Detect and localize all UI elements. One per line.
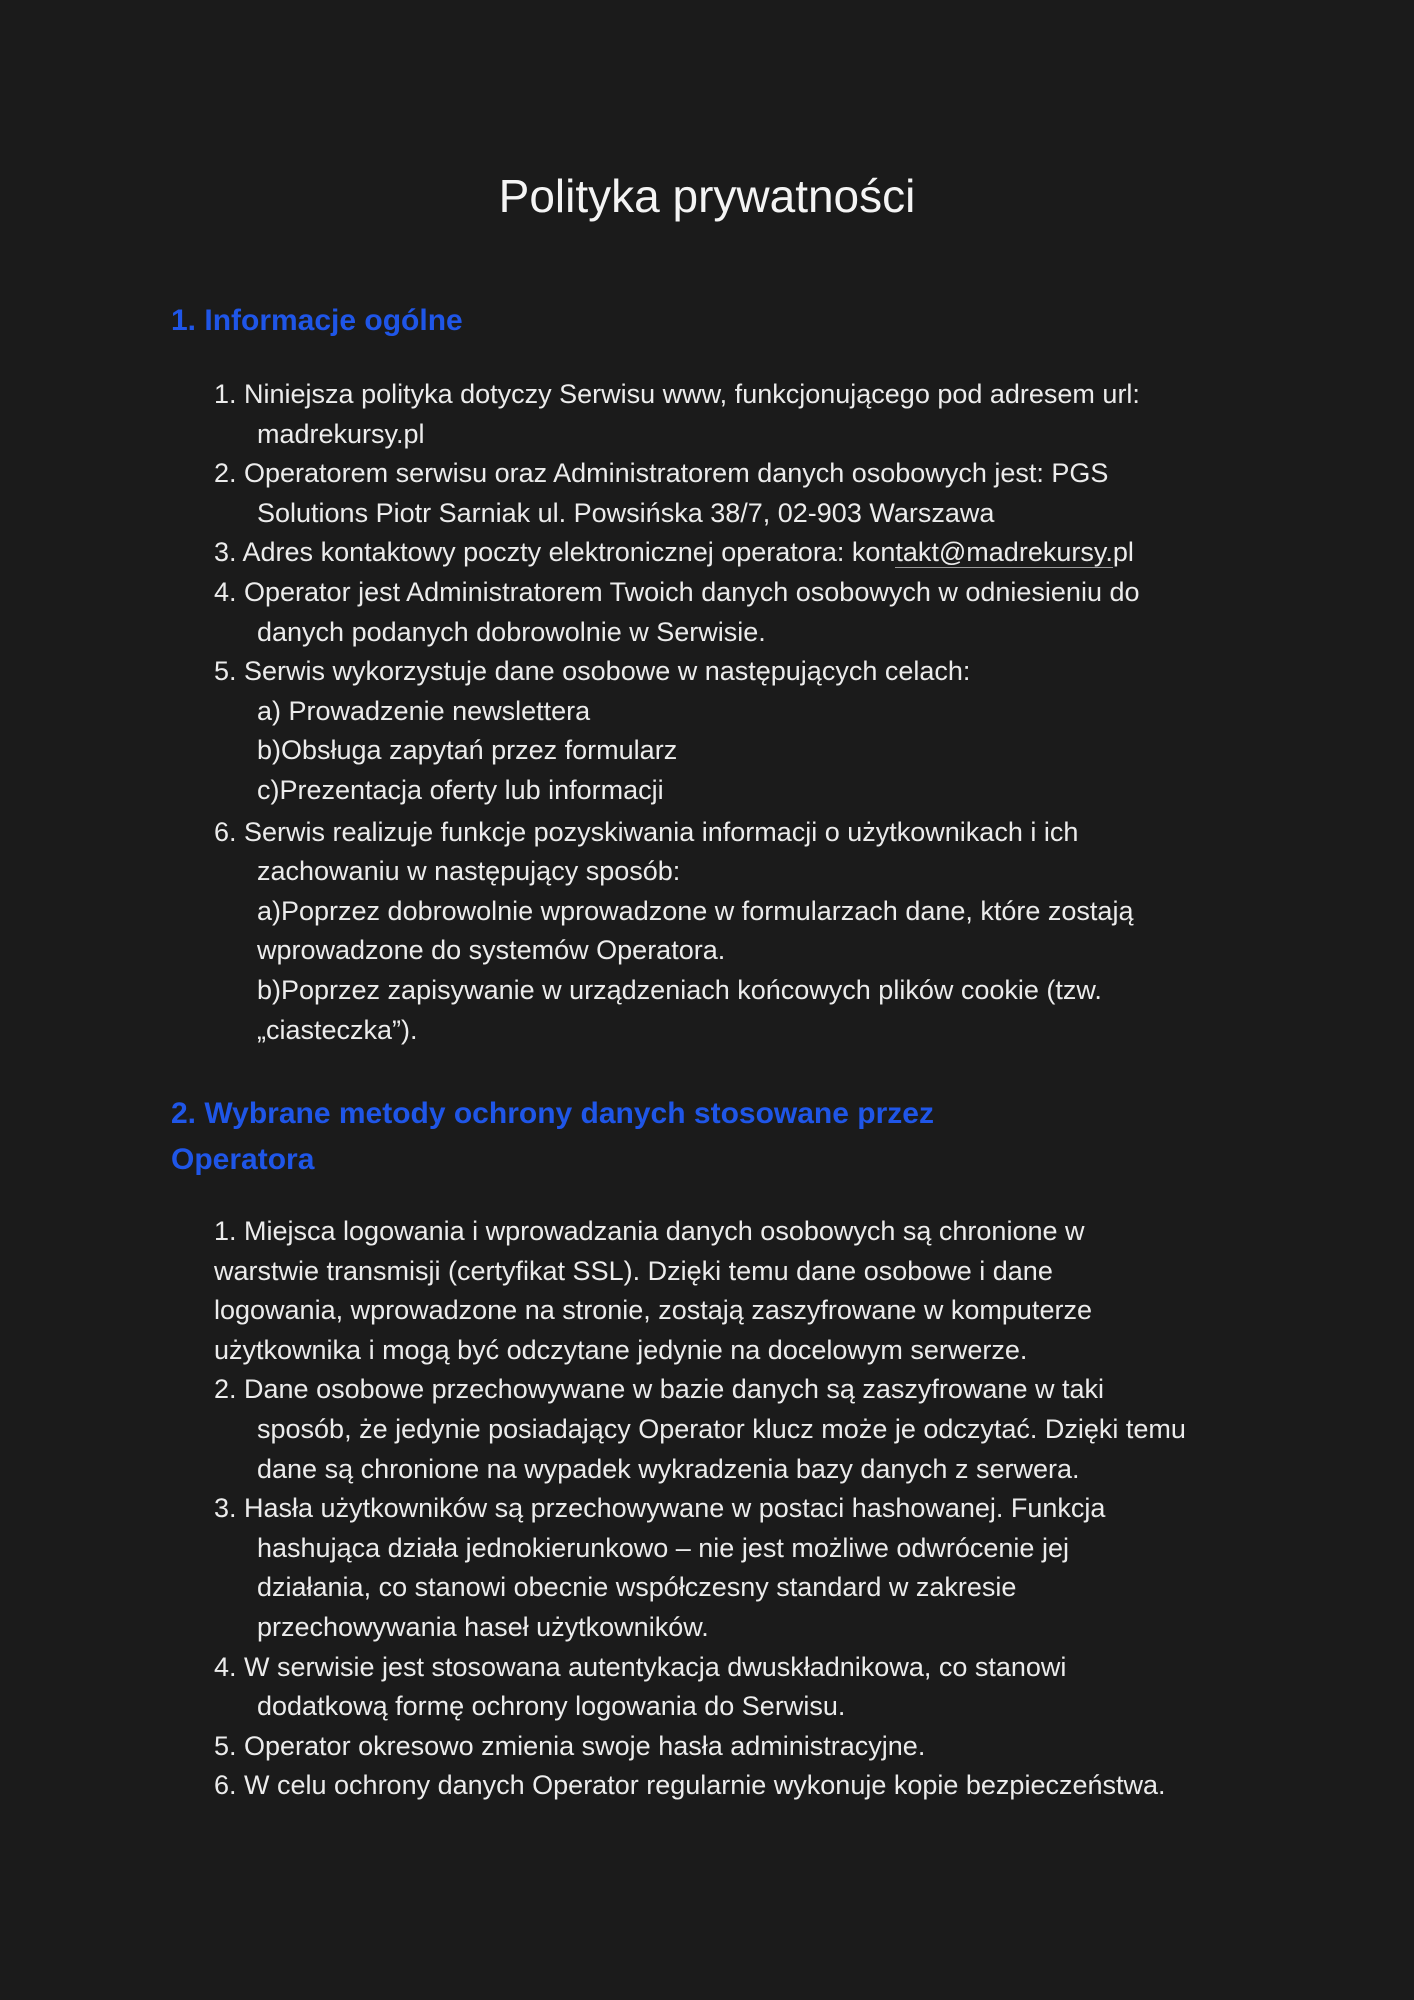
list-item-line: madrekursy.pl: [257, 418, 425, 449]
contact-suffix: pl: [1112, 537, 1134, 568]
list-item-line: 6. Serwis realizuje funkcje pozyskiwania informacji o użytkownikach i ich: [214, 816, 1079, 847]
list-item: [214, 1489, 1254, 1647]
list-item-line: Solutions Piotr Sarniak ul. Powsińska 38/7, 02-903 Warszawa: [257, 497, 995, 528]
list-item: [214, 652, 1254, 810]
list-item-line: 5. Operator okresowo zmienia swoje hasła administracyjne.: [214, 1730, 926, 1761]
list-item-line: dodatkową formę ochrony logowania do Serwisu.: [257, 1691, 846, 1722]
list-item-line: wprowadzone do systemów Operatora.: [257, 935, 726, 966]
list-item-line: 3. Hasła użytkowników są przechowywane w postaci hashowanej. Funkcja: [214, 1493, 1106, 1524]
list-item: [214, 1727, 1254, 1767]
list-item: [214, 1370, 1254, 1489]
list-item-line: dane są chronione na wypadek wykradzenia bazy danych z serwera.: [257, 1453, 1080, 1484]
data-protection-list: [214, 1212, 1254, 1806]
list-item-line: a)Poprzez dobrowolnie wprowadzone w formularzach dane, które zostają: [257, 895, 1134, 926]
list-item-contact: [214, 533, 1254, 573]
list-item-line: a) Prowadzenie newslettera: [257, 695, 591, 726]
list-item-line: zachowaniu w następujący sposób:: [257, 856, 681, 887]
list-item-line: działania, co stanowi obecnie współczesny standard w zakresie: [257, 1572, 1017, 1603]
list-item-line: 5. Serwis wykorzystuje dane osobowe w następujących celach:: [214, 656, 971, 687]
list-item-line: b)Poprzez zapisywanie w urządzeniach końcowych plików cookie (tzw.: [257, 974, 1102, 1005]
list-item: [214, 1766, 1254, 1806]
list-item-line: „ciasteczka”).: [257, 1014, 418, 1045]
list-item: [214, 454, 1254, 533]
list-item-line: użytkownika i mogą być odczytane jedynie na docelowym serwerze.: [214, 1334, 1028, 1365]
list-item: [214, 573, 1254, 652]
list-item-line: [214, 533, 1254, 573]
list-item-line: logowania, wprowadzone na stronie, zostają zaszyfrowane w komputerze: [214, 1295, 1092, 1326]
list-item-line: danych podanych dobrowolnie w Serwisie.: [257, 616, 766, 647]
list-item: [214, 813, 1254, 1051]
list-item-line: 2. Operatorem serwisu oraz Administratorem danych osobowych jest: PGS: [214, 458, 1109, 489]
section-heading-line: 2. Wybrane metody ochrony danych stosowane przez: [171, 1097, 934, 1130]
section-heading-general-info: 1. Informacje ogólne: [171, 304, 463, 337]
list-item-line: 2. Dane osobowe przechowywane w bazie danych są zaszyfrowane w taki: [214, 1374, 1104, 1405]
list-item-line: warstwie transmisji (certyfikat SSL). Dzięki temu dane osobowe i dane: [214, 1255, 1053, 1286]
page-title: Polityka prywatności: [498, 170, 916, 222]
list-item-line: 4. Operator jest Administratorem Twoich danych osobowych w odniesieniu do: [214, 576, 1140, 607]
general-info-list: [214, 375, 1254, 1050]
section-heading-data-protection: [171, 1091, 934, 1183]
list-item-line: 1. Niniejsza polityka dotyczy Serwisu www, funkcjonującego pod adresem url:: [214, 379, 1140, 409]
contact-prefix: 3. Adres kontaktowy poczty elektronicznej operatora: kon: [214, 537, 896, 568]
section-heading-line: Operatora: [171, 1143, 315, 1176]
list-item-line: hashująca działa jednokierunkowo – nie jest możliwe odwrócenie jej: [257, 1532, 1069, 1563]
list-item-line: b)Obsługa zapytań przez formularz: [257, 735, 678, 766]
list-item-line: 4. W serwisie jest stosowana autentykacja dwuskładnikowa, co stanowi: [214, 1651, 1067, 1682]
list-item-line: przechowywania haseł użytkowników.: [257, 1611, 709, 1642]
list-item: [214, 1212, 1254, 1370]
list-item-line: c)Prezentacja oferty lub informacji: [257, 774, 664, 805]
list-item: [214, 1648, 1254, 1727]
list-item-line: sposób, że jedynie posiadający Operator klucz może je odczytać. Dzięki temu: [257, 1413, 1186, 1444]
list-item-line: 1. Miejsca logowania i wprowadzania danych osobowych są chronione w: [214, 1216, 1085, 1246]
list-item-line: 6. W celu ochrony danych Operator regularnie wykonuje kopie bezpieczeństwa.: [214, 1770, 1166, 1801]
contact-email-link[interactable]: takt@madrekursy.: [895, 537, 1113, 568]
list-item: [214, 375, 1254, 454]
